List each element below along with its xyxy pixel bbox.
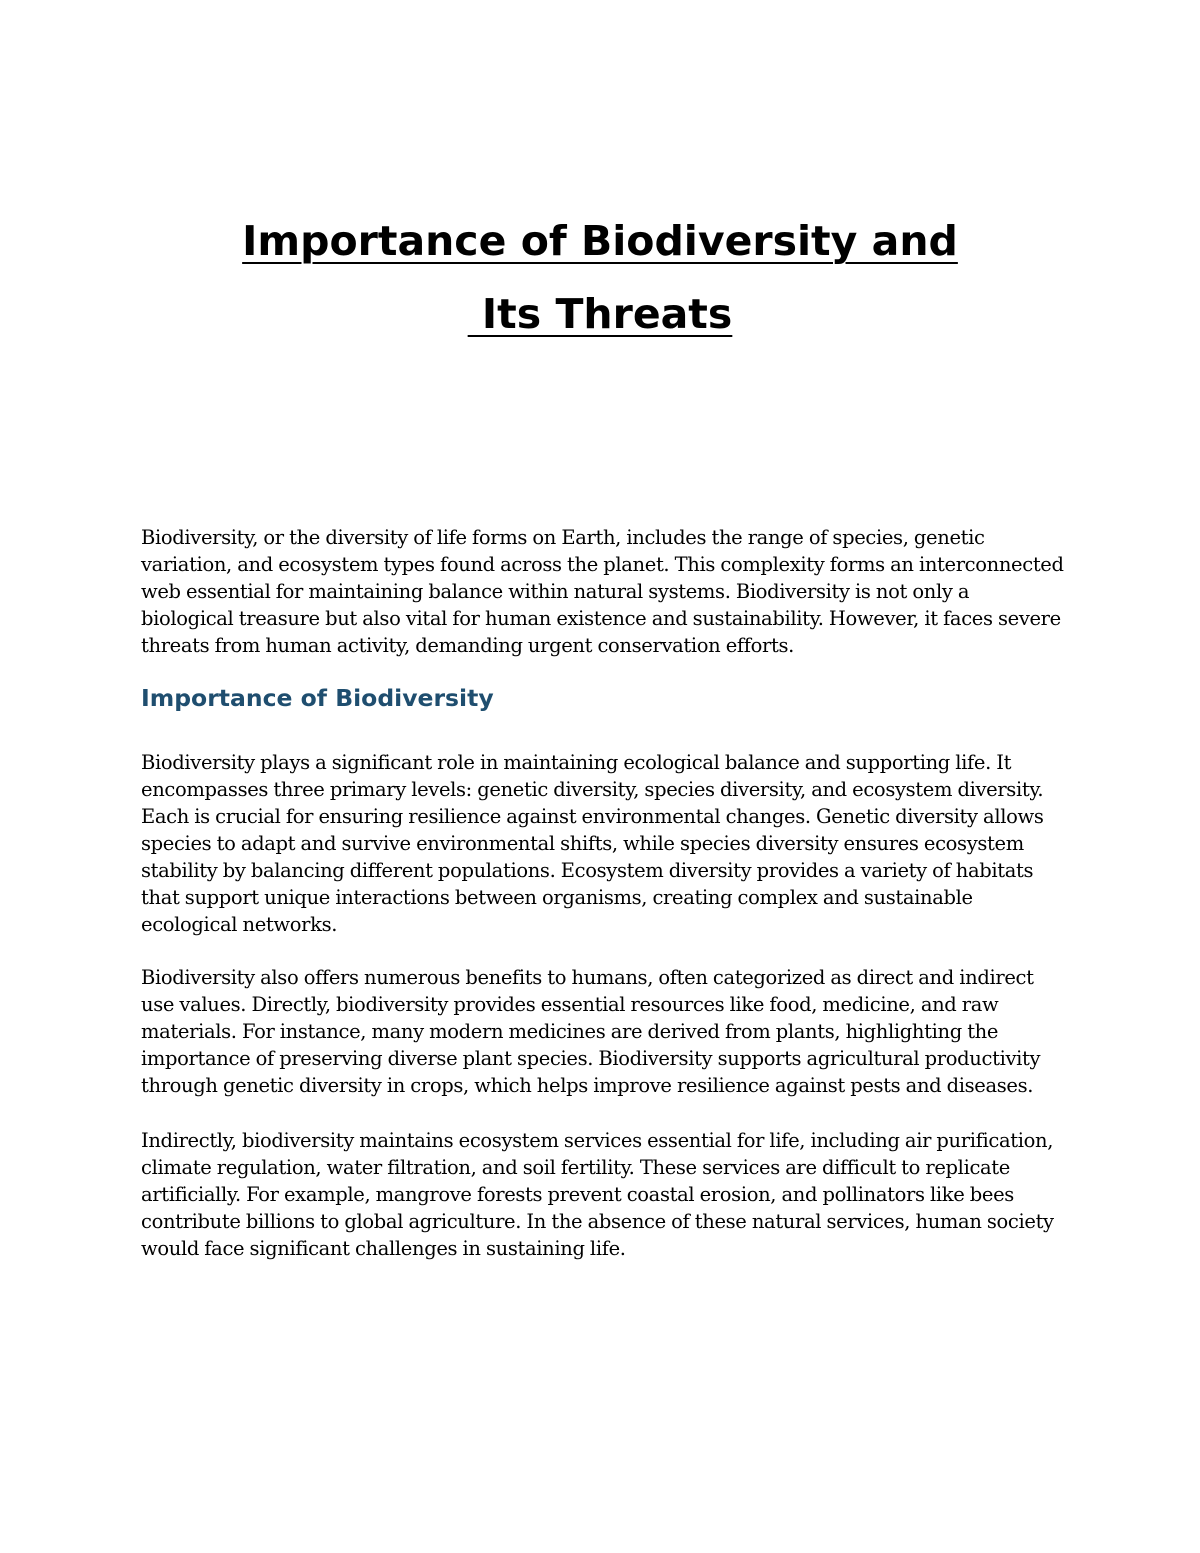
document-title-line-2: Its Threats (467, 290, 733, 338)
body-paragraph-2: Biodiversity also offers numerous benefits to humans, often categorized as direct and indirect use values. Directly, biodiversity provides essential resources like food, medicine, and raw materials. For instance, many modern medicines are derived from plants, highlighting the importance of preserving diverse plant species. Biodiversity supports agricultural productivity through genetic diversity in crops, which helps improve resilience against pests and diseases. (141, 966, 1041, 1097)
intro-paragraph: Biodiversity, or the diversity of life forms on Earth, includes the range of species, genetic variation, and ecosystem types found across the planet. This complexity forms an interconnected web essential for maintaining balance within natural systems. Biodiversity is not only a biological treasure but also vital for human existence and sustainability. However, it faces severe threats from human activity, demanding urgent conservation efforts. (141, 526, 1064, 657)
document-title-line-1: Importance of Biodiversity and (242, 217, 958, 265)
body-paragraph-3: Indirectly, biodiversity maintains ecosystem services essential for life, including air purification, climate regulation, water filtration, and soil fertility. These services are difficult to replicate artificially. For example, mangrove forests prevent coastal erosion, and pollinators like bees contribute billions to global agriculture. In the absence of these natural services, human society would face significant challenges in sustaining life. (141, 1129, 1054, 1260)
section-heading: Importance of Biodiversity (141, 684, 494, 712)
body-paragraph-1: Biodiversity plays a significant role in maintaining ecological balance and supporting life. It encompasses three primary levels: genetic diversity, species diversity, and ecosystem diversity. Each is crucial for ensuring resilience against environmental changes. Genetic diversity allows species to adapt and survive environmental shifts, while species diversity ensures ecosystem stability by balancing different populations. Ecosystem diversity provides a variety of habitats that support unique interactions between organisms, creating complex and sustainable ecological networks. (141, 751, 1044, 936)
